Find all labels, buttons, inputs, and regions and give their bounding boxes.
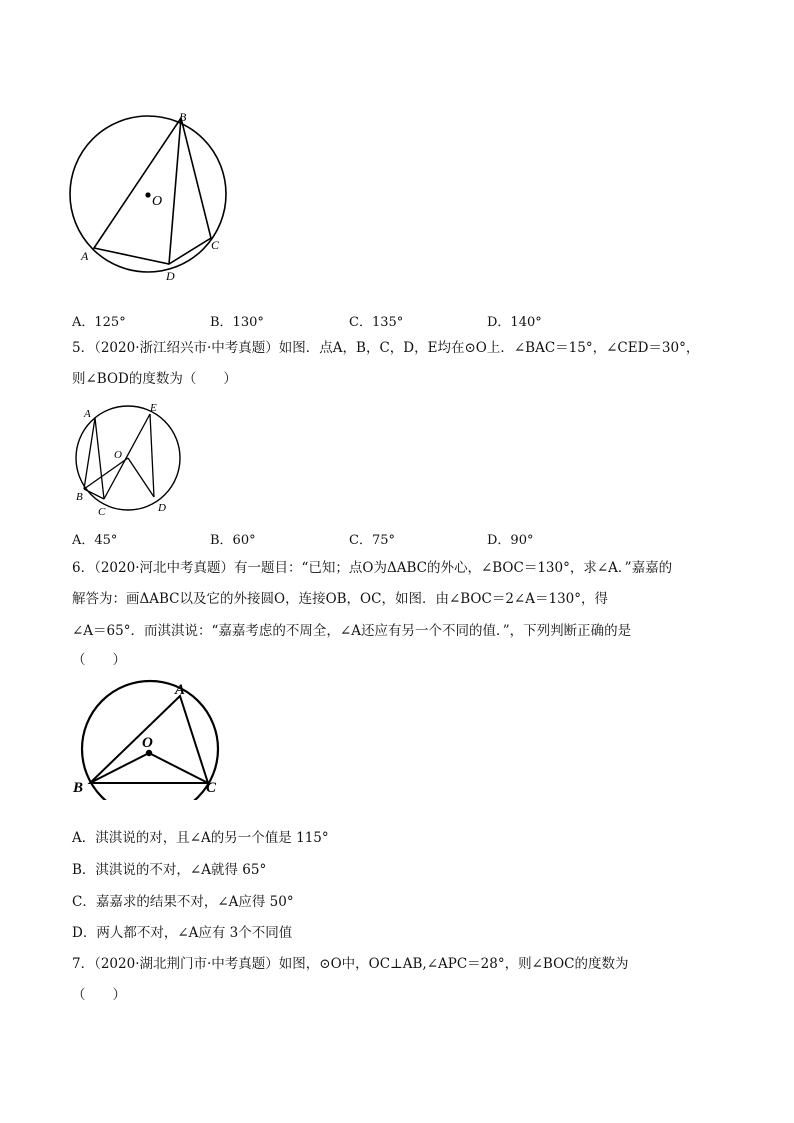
q6-stem-line2: 解答为：画ΔABC以及它的外接圆O，连接OB，OC，如图．由∠BOC＝2∠A＝130°，得 [72,591,608,607]
q6-label-b: B [73,780,84,796]
q6-label-a: A [175,682,186,698]
q6-figure [68,676,228,800]
q5-segment-ed [150,414,154,497]
q4-diagonal-bd [169,118,181,264]
q5-label-c: C [98,506,106,518]
q5-option-a: A．45° [72,533,118,548]
q6-option-b: B．淇淇说的不对，∠A就得 65° [72,862,267,878]
q6-segment-ob [90,753,149,783]
q5-label-d: D [158,502,166,514]
q4-option-a: A．125° [72,315,126,330]
q5-stem-line2: 则∠BOD的度数为（ ） [72,371,237,387]
q5-option-b: B．60° [210,533,256,548]
q5-segment-ob [84,458,128,489]
q4-label-c: C [211,238,220,252]
q6-stem-line3: ∠A＝65°．而淇淇说：“嘉嘉考虑的不周全，∠A还应有另一个不同的值．”，下列判断正确的是 [72,623,632,639]
q6-label-o: O [142,735,153,751]
q6-option-a: A．淇淇说的对，且∠A的另一个值是 115° [72,830,329,846]
q6-option-d: D．两人都不对，∠A应有 3个不同值 [72,925,293,941]
q4-label-o: O [152,194,163,209]
q5-label-o: O [114,449,122,461]
q5-segment-ec [104,414,150,499]
q4-option-c: C．135° [349,315,404,330]
q5-figure [68,396,188,520]
q4-quadrilateral [94,118,211,264]
q4-center-point [145,192,150,197]
q4-option-b: B．130° [210,315,264,330]
q5-label-b: B [76,491,83,503]
q6-stem-line4: （ ） [72,652,126,668]
q6-option-c: C．嘉嘉求的结果不对，∠A应得 50° [72,894,294,910]
q5-option-c: C．75° [349,533,395,548]
q6-stem-line1: 6．（2020·河北中考真题）有一题目：“已知；点O为ΔABC的外心，∠BOC＝130°，求∠A．”嘉嘉的 [72,560,673,576]
q5-label-a: A [84,408,91,420]
q5-stem-line1: 5．（2020·浙江绍兴市·中考真题）如图．点A，B，C，D，E均在⊙O上．∠BAC＝15°，∠CED＝30°， [72,340,700,356]
q4-label-d: D [166,269,175,283]
q5-segment-od [128,458,154,497]
q4-label-b: B [179,110,187,124]
q7-stem-line2: （ ） [72,987,126,1003]
q5-segment-ac [95,418,104,499]
q5-option-d: D．90° [487,533,534,548]
q4-label-a: A [81,249,89,263]
q4-option-d: D．140° [487,315,542,330]
q4-figure [60,108,240,288]
q6-label-c: C [206,780,217,796]
q7-stem-line1: 7．（2020·湖北荆门市·中考真题）如图，⊙O中，OC⊥AB,∠APC＝28°，则∠BOC的度数为 [72,956,629,972]
q5-label-e: E [150,402,157,414]
